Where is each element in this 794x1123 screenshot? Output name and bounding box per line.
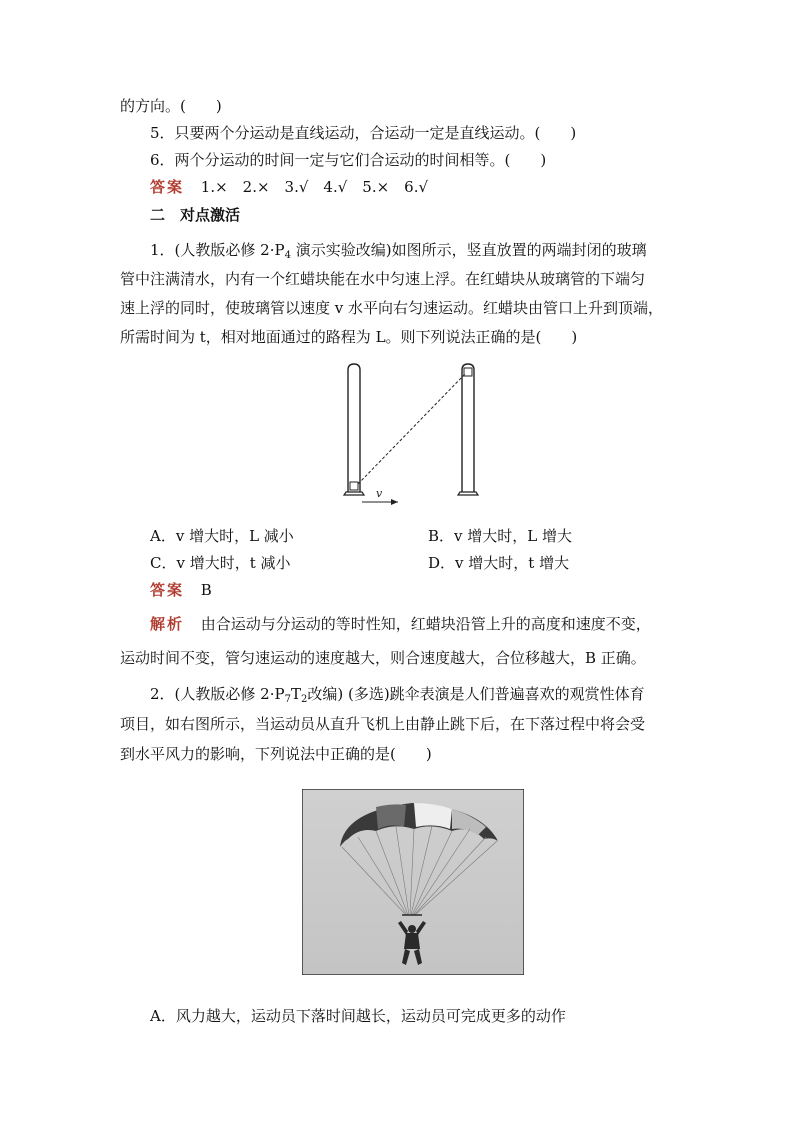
q1-answer: B [200,581,212,599]
velocity-label: v [376,487,383,500]
q1-option-b: B．v 增大时，L 增大 [428,527,572,545]
q1-option-a: A．v 增大时，L 减小 [150,527,294,545]
q1-line-2: 管中注满清水，内有一个红蜡块能在水中匀速上浮。在红蜡块从玻璃管的下端匀 [120,270,646,288]
analysis-label: 解析 [150,615,185,633]
q1-line-1: 1．(人教版必修 $2\cdot P_4$ 演示实验改编)如图所示，竖直放置的两端封闭的玻璃 [150,241,647,261]
q2-option-a: A．风力越大，运动员下落时间越长，运动员可完成更多的动作 [150,1007,566,1025]
q2-line-3: 到水平风力的影响，下列说法中正确的是( ) [120,745,432,763]
answers-list: 1.× 2.× 3.√ 4.√ 5.× 6.√ [200,178,429,196]
q2-line-2: 项目，如右图所示，当运动员从直升飞机上由静止跳下后，在下落过程中将会受 [120,715,646,733]
right-tube [462,364,474,492]
q1-line-4: 所需时间为 t，相对地面通过的路程为 L。则下列说法正确的是( ) [120,328,578,346]
q2-line-1: 2．(人教版必修 $2\cdot P_7T_2$改编) (多选)跳伞表演是人们普遍喜欢的观赏性体育 [150,685,645,705]
statement-5: 5．只要两个分运动是直线运动，合运动一定是直线运动。( ) [150,124,577,142]
parachute-photo [302,789,524,975]
left-tube [348,364,360,492]
section-title: 二 对点激活 [150,206,241,224]
q1-analysis-line-2: 运动时间不变，管匀速运动的速度越大，则合速度越大，合位移越大，B 正确。 [120,649,646,667]
q1-option-c: C．v 增大时，t 减小 [150,554,291,572]
text-line: 的方向。( ) [120,97,222,115]
glass-tube-figure [338,360,498,520]
q1-analysis-line-1: 解析 由合运动与分运动的等时性知，红蜡块沿管上升的高度和速度不变， [150,615,651,633]
trajectory-line [358,374,465,484]
q1-line-3: 速上浮的同时，使玻璃管以速度 v 水平向右匀速运动。红蜡块由管口上升到顶端， [120,299,664,317]
answer-label: 答案 [150,581,185,599]
wax-block-start [350,482,358,490]
statement-6: 6．两个分运动的时间一定与它们合运动的时间相等。( ) [150,151,547,169]
q1-answer-row [150,580,212,600]
answers-row [150,177,428,197]
wax-block-end [464,368,472,376]
answer-label: 答案 [150,178,185,196]
q1-option-d: D．v 增大时，t 增大 [428,554,570,572]
